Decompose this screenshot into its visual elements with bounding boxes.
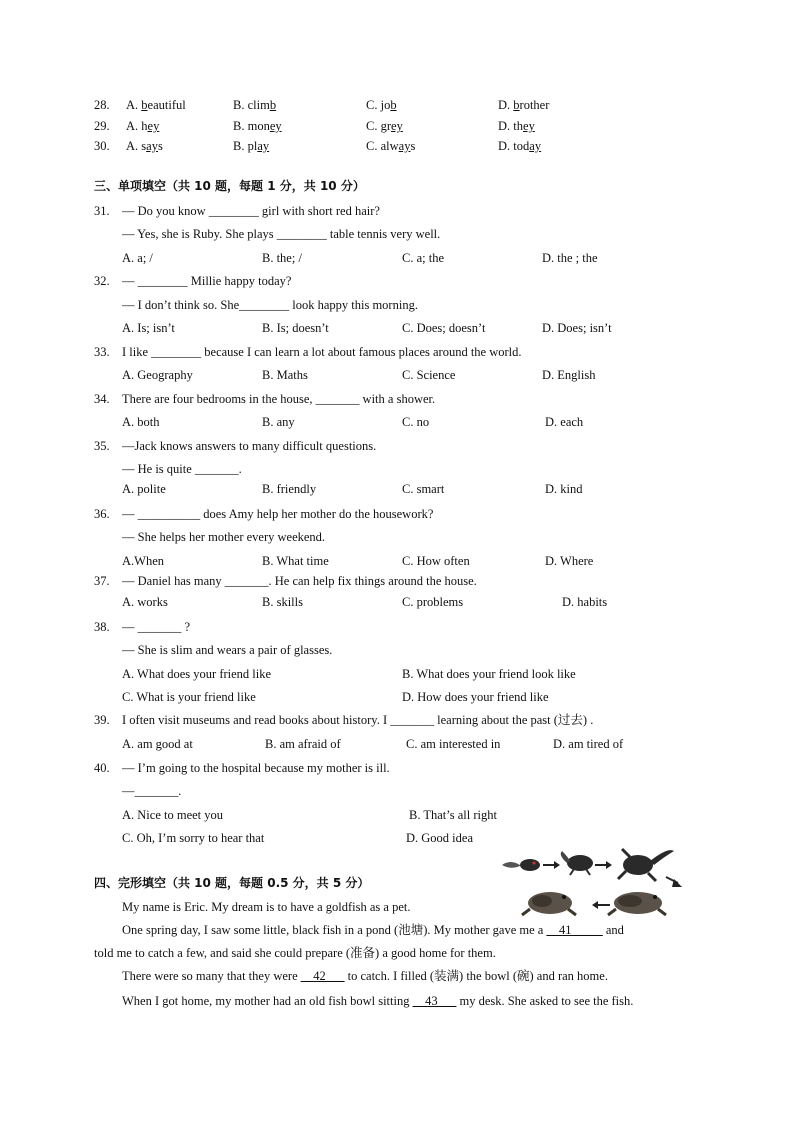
- q37-option-b: B. skills: [262, 595, 303, 609]
- q35-option-b: B. friendly: [262, 482, 317, 496]
- q30-option-c: C. always: [366, 139, 416, 153]
- q29-option-d: D. they: [498, 119, 535, 133]
- q31-number: 31.: [94, 204, 110, 218]
- q38-option-c: C. What is your friend like: [122, 690, 256, 704]
- q36-number: 36.: [94, 507, 110, 521]
- q29-option-c: C. grey: [366, 119, 403, 133]
- q35-reply: — He is quite _______.: [122, 462, 242, 476]
- q38-option-d: D. How does your friend like: [402, 690, 549, 704]
- q30-option-a: A. says: [126, 139, 163, 153]
- passage-paragraph-1: My name is Eric. My dream is to have a goldfish as a pet.: [122, 900, 411, 914]
- q40-number: 40.: [94, 761, 110, 775]
- q38-option-a: A. What does your friend like: [122, 667, 272, 681]
- q31-option-b: B. the; /: [262, 251, 302, 265]
- q38-stem: — _______ ?: [122, 620, 191, 634]
- section-4-heading: 四、完形填空（共 10 题，每题 0.5 分，共 5 分）: [94, 876, 370, 890]
- blank-42[interactable]: __42___: [300, 969, 345, 983]
- q40-option-c: C. Oh, I’m sorry to hear that: [122, 831, 265, 845]
- q28-option-b: B. climb: [233, 98, 277, 112]
- q34-number: 34.: [94, 392, 110, 406]
- blank-43[interactable]: __43___: [412, 994, 457, 1008]
- q35-option-a: A. polite: [122, 482, 166, 496]
- q30-number: 30.: [94, 139, 110, 153]
- q34-option-d: D. each: [545, 415, 584, 429]
- q33-option-a: A. Geography: [122, 368, 193, 382]
- q33-option-c: C. Science: [402, 368, 456, 382]
- q38-number: 38.: [94, 620, 110, 634]
- q33-option-b: B. Maths: [262, 368, 308, 382]
- q36-option-a: A.When: [122, 554, 164, 568]
- q34-option-a: A. both: [122, 415, 160, 429]
- q37-option-a: A. works: [122, 595, 168, 609]
- q32-stem: — ________ Millie happy today?: [122, 274, 292, 288]
- q39-number: 39.: [94, 713, 110, 727]
- q32-option-b: B. Is; doesn’t: [262, 321, 329, 335]
- q35-option-d: D. kind: [545, 482, 583, 496]
- q32-option-a: A. Is; isn’t: [122, 321, 175, 335]
- q32-option-c: C. Does; doesn’t: [402, 321, 486, 335]
- q37-number: 37.: [94, 574, 110, 588]
- q28-number: 28.: [94, 98, 110, 112]
- q30-option-d: D. today: [498, 139, 542, 153]
- q36-option-b: B. What time: [262, 554, 329, 568]
- q29-option-b: B. money: [233, 119, 282, 133]
- q34-option-b: B. any: [262, 415, 295, 429]
- q34-stem: There are four bedrooms in the house, _______ with a shower.: [122, 392, 436, 406]
- q28-option-d: D. brother: [498, 98, 550, 112]
- q40-option-b: B. That’s all right: [409, 808, 497, 822]
- q38-reply: — She is slim and wears a pair of glasses.: [122, 643, 333, 657]
- q29-option-a: A. hey: [126, 119, 160, 133]
- q35-number: 35.: [94, 439, 110, 453]
- q37-option-d: D. habits: [562, 595, 608, 609]
- q34-option-c: C. no: [402, 415, 430, 429]
- q40-option-a: A. Nice to meet you: [122, 808, 224, 822]
- q36-option-d: D. Where: [545, 554, 594, 568]
- q31-option-d: D. the ; the: [542, 251, 598, 265]
- q28-option-c: C. job: [366, 98, 397, 112]
- q39-stem: I often visit museums and read books about history. I _______ learning about the past (过去) .: [122, 713, 594, 727]
- q31-reply: — Yes, she is Ruby. She plays ________ table tennis very well.: [122, 227, 441, 241]
- q39-option-c: C. am interested in: [406, 737, 501, 751]
- q35-option-c: C. smart: [402, 482, 445, 496]
- q29-number: 29.: [94, 119, 110, 133]
- q40-stem: — I’m going to the hospital because my mother is ill.: [122, 761, 390, 775]
- passage-paragraph-2-line-2: told me to catch a few, and said she could prepare (准备) a good home for them.: [94, 946, 496, 960]
- q30-option-b: B. play: [233, 139, 270, 153]
- q32-number: 32.: [94, 274, 110, 288]
- q36-stem: — __________ does Amy help her mother do the housework?: [122, 507, 434, 521]
- q37-option-c: C. problems: [402, 595, 464, 609]
- passage-paragraph-2-line-1: One spring day, I saw some little, black fish in a pond (池塘). My mother gave me a __41_____ and: [122, 923, 624, 937]
- q33-number: 33.: [94, 345, 110, 359]
- passage-paragraph-3: There were so many that they were __42___ to catch. I filled (装满) the bowl (碗) and ran home.: [122, 969, 608, 983]
- q31-option-a: A. a; /: [122, 251, 153, 265]
- q37-stem: — Daniel has many _______. He can help fix things around the house.: [122, 574, 477, 588]
- q38-option-b: B. What does your friend look like: [402, 667, 576, 681]
- q28-option-a: A. beautiful: [126, 98, 186, 112]
- q40-option-d: D. Good idea: [406, 831, 473, 845]
- passage-paragraph-4: When I got home, my mother had an old fish bowl sitting __43___ my desk. She asked to see the fish.: [122, 994, 634, 1008]
- q39-option-d: D. am tired of: [553, 737, 624, 751]
- q33-option-d: D. English: [542, 368, 596, 382]
- q32-reply: — I don’t think so. She________ look happy this morning.: [122, 298, 418, 312]
- section-3-heading: 三、单项填空（共 10 题，每题 1 分，共 10 分）: [94, 179, 365, 193]
- q35-stem: —Jack knows answers to many difficult questions.: [122, 439, 377, 453]
- q39-option-b: B. am afraid of: [265, 737, 341, 751]
- q32-option-d: D. Does; isn’t: [542, 321, 612, 335]
- q36-option-c: C. How often: [402, 554, 470, 568]
- q40-reply: —_______.: [122, 784, 182, 798]
- q36-reply: — She helps her mother every weekend.: [122, 530, 326, 544]
- blank-41[interactable]: __41_____: [546, 923, 603, 937]
- q33-stem: I like ________ because I can learn a lot about famous places around the world.: [122, 345, 522, 359]
- q31-option-c: C. a; the: [402, 251, 445, 265]
- q31-stem: — Do you know ________ girl with short red hair?: [122, 204, 380, 218]
- q39-option-a: A. am good at: [122, 737, 193, 751]
